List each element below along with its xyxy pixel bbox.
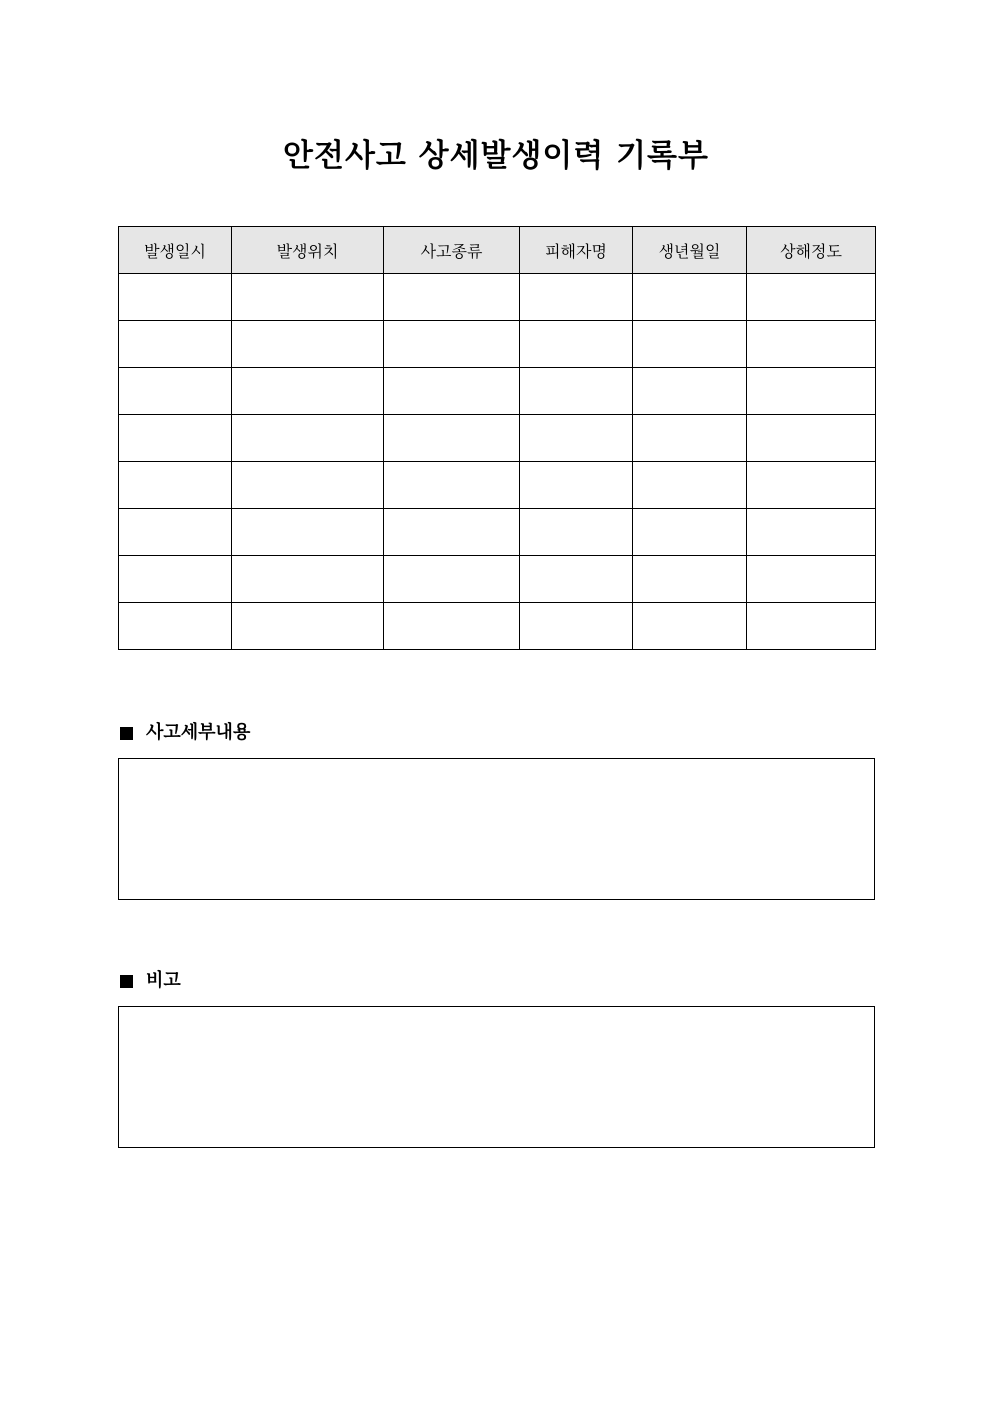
table-cell[interactable] (633, 274, 747, 321)
table-cell[interactable] (232, 415, 384, 462)
table-cell[interactable] (384, 603, 520, 650)
table-cell[interactable] (747, 509, 876, 556)
table-cell[interactable] (520, 415, 633, 462)
table-cell[interactable] (384, 509, 520, 556)
section-label-text: 비고 (146, 970, 181, 991)
table-cell[interactable] (232, 603, 384, 650)
table-cell[interactable] (384, 556, 520, 603)
table-cell[interactable] (747, 462, 876, 509)
header-occurrence-datetime: 발생일시 (119, 227, 232, 274)
header-injury-degree: 상해정도 (747, 227, 876, 274)
table-cell[interactable] (384, 368, 520, 415)
section-label-text: 사고세부내용 (146, 722, 251, 743)
table-cell[interactable] (747, 321, 876, 368)
table-cell[interactable] (520, 556, 633, 603)
table-cell[interactable] (232, 509, 384, 556)
table-cell[interactable] (747, 274, 876, 321)
table-cell[interactable] (119, 509, 232, 556)
table-cell[interactable] (633, 321, 747, 368)
table-cell[interactable] (520, 509, 633, 556)
page-title: 안전사고 상세발생이력 기록부 (283, 138, 709, 174)
table-cell[interactable] (119, 462, 232, 509)
table-cell[interactable] (232, 321, 384, 368)
section-label-details (118, 721, 250, 745)
table-cell[interactable] (119, 415, 232, 462)
table-cell[interactable] (520, 603, 633, 650)
table-cell[interactable] (119, 321, 232, 368)
header-accident-type: 사고종류 (384, 227, 520, 274)
table-cell[interactable] (520, 274, 633, 321)
table-cell[interactable] (384, 462, 520, 509)
table-row (119, 321, 876, 368)
table-cell[interactable] (633, 368, 747, 415)
details-field[interactable] (118, 758, 875, 900)
table-row (119, 415, 876, 462)
black-square-icon (120, 975, 133, 988)
table-row (119, 368, 876, 415)
header-occurrence-location: 발생위치 (232, 227, 384, 274)
black-square-icon (120, 727, 133, 740)
table-cell[interactable] (119, 368, 232, 415)
header-victim-name: 피해자명 (520, 227, 633, 274)
table-cell[interactable] (633, 415, 747, 462)
table-cell[interactable] (520, 462, 633, 509)
table-cell[interactable] (384, 274, 520, 321)
table-cell[interactable] (232, 368, 384, 415)
table-cell[interactable] (747, 415, 876, 462)
table-cell[interactable] (520, 368, 633, 415)
table-row (119, 462, 876, 509)
table-cell[interactable] (232, 462, 384, 509)
accident-record-table (118, 226, 876, 650)
table-cell[interactable] (633, 603, 747, 650)
table-cell[interactable] (384, 415, 520, 462)
header-birth-date: 생년월일 (633, 227, 747, 274)
table-cell[interactable] (119, 274, 232, 321)
section-label-remarks (118, 969, 181, 993)
table-cell[interactable] (232, 556, 384, 603)
table-cell[interactable] (633, 462, 747, 509)
table-cell[interactable] (119, 603, 232, 650)
table-cell[interactable] (520, 321, 633, 368)
table-cell[interactable] (119, 556, 232, 603)
table-cell[interactable] (747, 556, 876, 603)
table-cell[interactable] (747, 368, 876, 415)
table-header-row (119, 227, 876, 274)
table-cell[interactable] (747, 603, 876, 650)
remarks-field[interactable] (118, 1006, 875, 1148)
table-cell[interactable] (232, 274, 384, 321)
table-row (119, 274, 876, 321)
table-cell[interactable] (633, 509, 747, 556)
table-row (119, 509, 876, 556)
table-row (119, 603, 876, 650)
table-cell[interactable] (384, 321, 520, 368)
table-row (119, 556, 876, 603)
table-cell[interactable] (633, 556, 747, 603)
